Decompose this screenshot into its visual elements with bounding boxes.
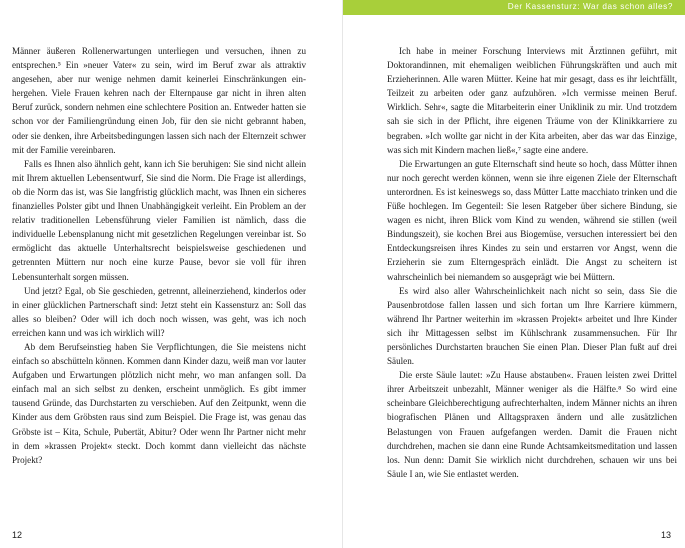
left-paragraph-3: Und jetzt? Egal, ob Sie geschieden, getrennt, alleinerziehend, kinderlos oder in einer glücklichen Partnerschaft sind: Jetzt steht ein Kassensturz an: Soll das alles so bleiben? Oder will ich doch noch wissen, was geht, was ich noch erreichen kann und was ich wirklich will? xyxy=(12,285,306,338)
left-page-body xyxy=(12,44,306,467)
left-paragraph-4: Ab dem Berufseinstieg haben Sie Verpflichtungen, die Sie meistens nicht einfach so abschütteln können. Kommen dann Kinder dazu, weiß man vor lauter Aufgaben und Erwartungen plötzlich nicht mehr, wo man anfangen soll. Da einfach mal an sich selbst zu denken, erscheint unmöglich. Es gibt immer tausend Gründe, das Durchstarten zu verschieben. Auf den Zeitpunkt, wenn die Kinder aus dem Gröbsten raus sind zum Beispiel. Die Frage ist, was genau das Gröbste ist – Kita, Schule, Pubertät, Abitur? Oder wenn Ihr Partner nicht mehr in dem »krassen Projekt« steckt. Doch kommt dann vielleicht das nächste Projekt? xyxy=(12,341,306,465)
left-page xyxy=(0,0,342,548)
right-page-body xyxy=(387,44,677,481)
left-paragraph-2: Falls es Ihnen also ähnlich geht, kann ich Sie beruhigen: Sie sind nicht allein mit Ihrem aktuellen Lebensentwurf, Sie sind die Norm. Die Frage ist allerdings, ob die Norm das ist, was Sie langfristig glücklich macht, was Ihnen ein sicheres finanzielles Polster gibt und Ihnen Unabhängigkeit verleiht. Ein Problem an der relativ traditionellen Lebensführung vieler Familien ist nämlich, dass die individuelle Lebensplanung nicht mit gesetzlichen Regelungen vereinbar ist. So ermöglicht das aktuelle Unterhaltsrecht beispielsweise geschiedenen und getrennten Müttern nur noch eine kurze Pause, bevor sie voll für ihren Lebensunterhalt sorgen müssen. xyxy=(12,158,306,282)
right-paragraph-2: Die Erwartungen an gute Elternschaft sind heute so hoch, dass Mütter ihnen nur noch gerecht werden können, wenn sie ihre eigenen Ziele der Elternschaft unterordnen. Es ist keineswegs so, dass Mütter Latte macchiato trinken und die Füße hochlegen. Im Gegenteil: Sie lesen Ratgeber über sichere Bindung, sie wagen es nicht, ihren Blick vom Kind zu wenden, während sie stillen (weil Bindungszeit), sie kochen Brei aus Biogemüse, versuchen interessiert bei den Entdeckungsreisen ihres Kindes zu sein und erstarren vor Angst, wenn die Erzieherin sie zum Elterngespräch einlädt. Die Angst zu scheitern ist wahrscheinlich bei niemandem so ausgeprägt wie bei Müttern. xyxy=(387,158,677,282)
right-page xyxy=(343,0,685,548)
right-paragraph-1: Ich habe in meiner Forschung Interviews mit Ärztinnen geführt, mit Doktorandinnen, mit ehemaligen weiblichen Führungskräften und auch mit Erzieherinnen. Alle waren Mütter. Keine hat mir gesagt, dass es ihr leichtfällt, Teilzeit zu arbeiten oder ganz aufzuhören. »Ich vermisse meinen Beruf. Wirklich. Sehr«, sagte die Mitarbeiterin einer Uniklinik zu mir. Und trotzdem sah sie sich in der Pflicht, ihre eigenen Träume von der Klinikkarriere zu begraben. »Ich wollte gar nicht in der Kita arbeiten, aber das war das Einzige, was sich mit Kindern machen ließ«,⁷ sagte eine andere. xyxy=(387,46,677,155)
right-page-number: 13 xyxy=(660,530,671,540)
left-paragraph-1: Männer äußeren Rollenerwartungen unterliegen und versuchen, ihnen zu entsprechen.⁵ Ein »neuer Vater« zu sein, wird im Beruf zwar als attraktiv angesehen, aber nur wenige nehmen damit keinerlei Einschränkungen einhergehen. Viele Frauen kehren nach der Elternpause gar nicht in ihren alten Beruf zurück, sondern nehmen eine schlechtere Position an. Entweder hatten sie schon vor der Familiengründung einen Job, für den sie nicht gebrannt haben, oder sie denken, ihre Arbeitsbedingungen lassen sich nach der Elternzeit schwer mit der Familie vereinbaren. xyxy=(12,46,306,155)
left-page-number: 12 xyxy=(12,530,23,540)
running-head-bar xyxy=(343,0,685,15)
right-paragraph-4: Die erste Säule lautet: »Zu Hause abstauben«. Frauen leisten zwei Drittel ihrer Arbeitszeit unbezahlt, Männer weniger als die Hälfte.⁸ So wird eine scheinbare Gleichberechtigung aufrechterhalten, indem Männer nichts an ihren biografischen Plänen und Alltagspraxen ändern und alle zusätzlichen Belastungen von Frauen aufgefangen werden. Damit die Frauen nicht durchdrehen, machen sie dann eine Runde Achtsamkeitsmeditation und lassen los. Nun denn: Damit Sie wirklich nicht durchdrehen, schauen wir uns bei Säule I an, wie Sie entlastet werden. xyxy=(387,370,677,479)
running-head: Der Kassensturz: War das schon alles? xyxy=(507,2,673,11)
right-paragraph-3: Es wird also aller Wahrscheinlichkeit nach nicht so sein, dass Sie die Pausenbrotdose fallen lassen und sich fortan um Ihre Karriere kümmern, während Ihr Partner weiterhin im »krassen Projekt« arbeitet und Ihre Kinder sich ihr Mittagessen selbst im Kühlschrank zusammensuchen. Für Ihr persönliches Durchstarten brauchen Sie einen Plan. Dieser Plan fußt auf drei Säulen. xyxy=(387,285,677,367)
